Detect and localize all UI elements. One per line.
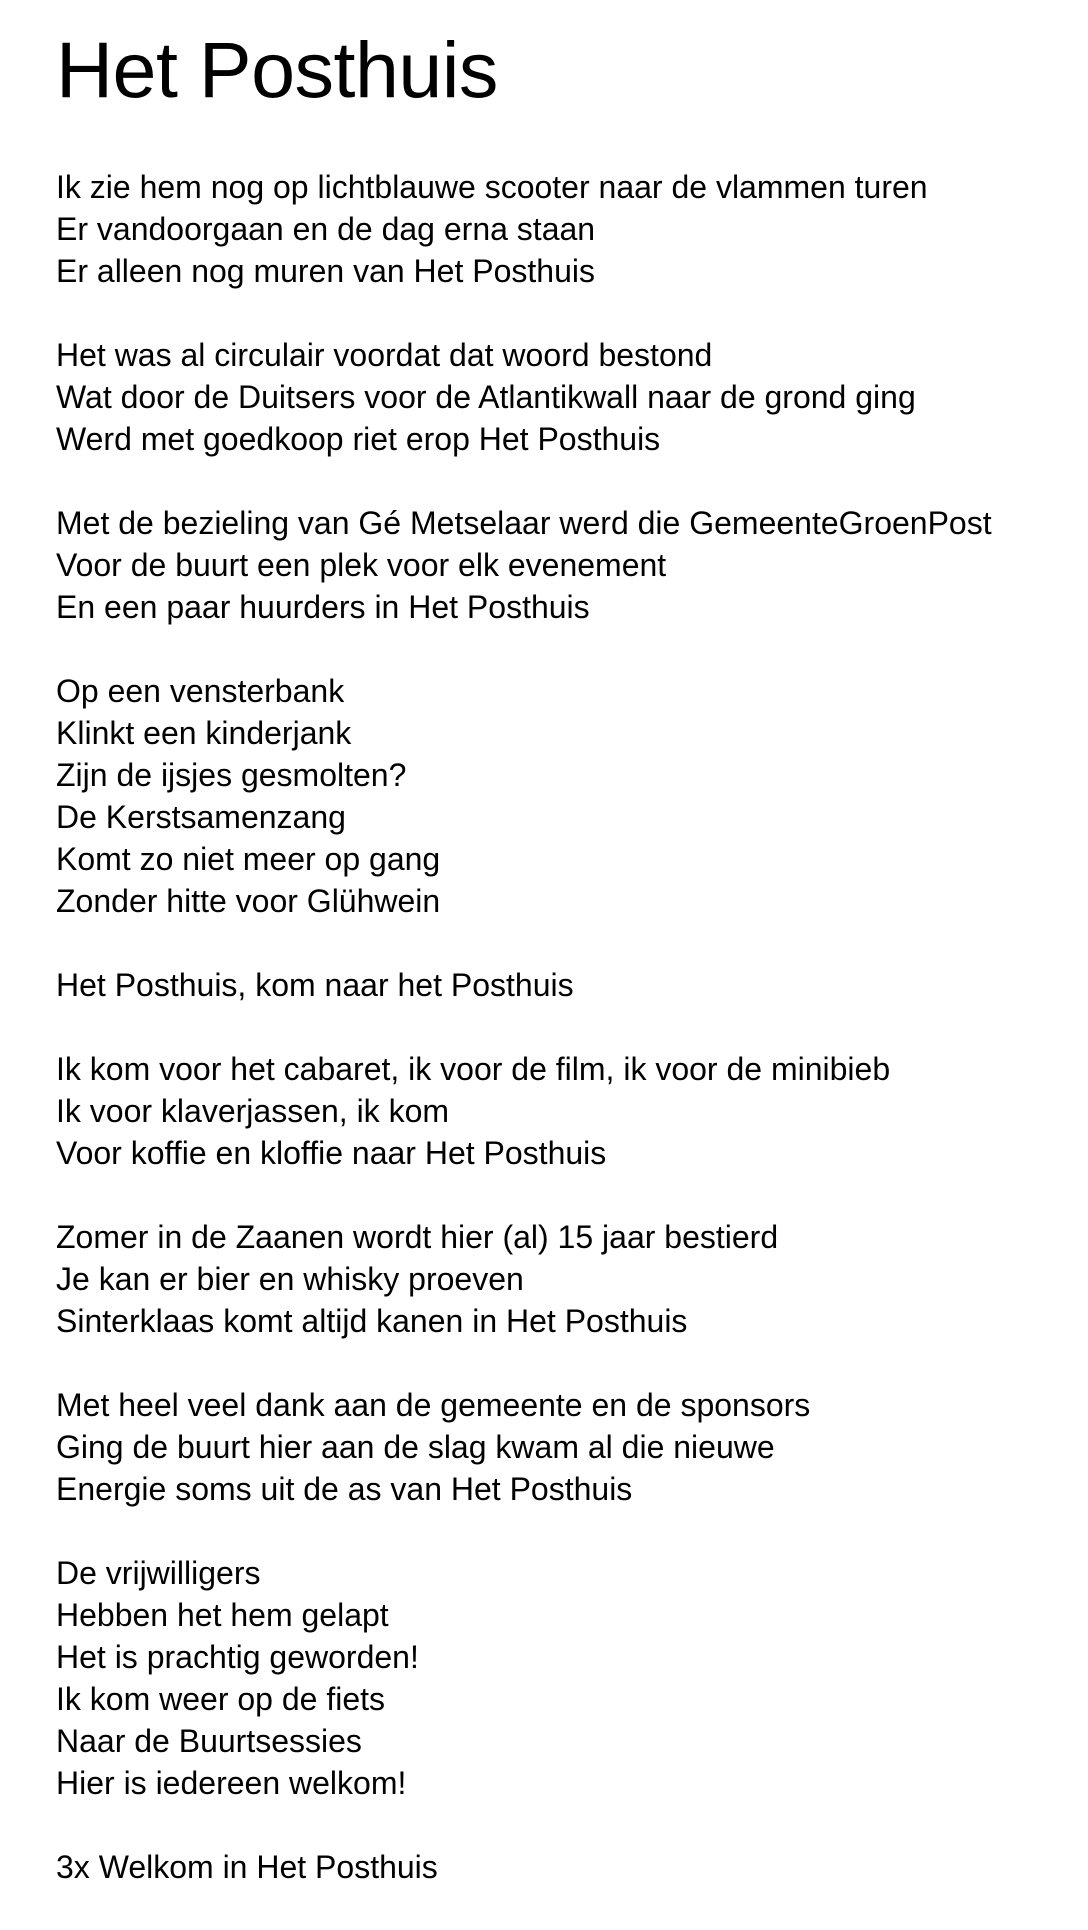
poem-line: Voor de buurt een plek voor elk evenement xyxy=(56,547,667,583)
stanza xyxy=(56,1048,1056,1174)
poem-line: Hebben het hem gelapt xyxy=(56,1597,389,1633)
poem-line: Wat door de Duitsers voor de Atlantikwall naar de grond ging xyxy=(56,379,916,415)
stanza xyxy=(56,1216,1056,1342)
poem-line: Zijn de ijsjes gesmolten? xyxy=(56,757,407,793)
poem-line: Er vandoorgaan en de dag erna staan xyxy=(56,211,596,247)
poem-line: Ik kom weer op de fiets xyxy=(56,1681,386,1717)
poem-line: Ging de buurt hier aan de slag kwam al die nieuwe xyxy=(56,1429,775,1465)
stanza xyxy=(56,334,1056,460)
poem-line: Met heel veel dank aan de gemeente en de sponsors xyxy=(56,1387,811,1423)
poem-line: Zonder hitte voor Glühwein xyxy=(56,883,441,919)
poem-line: Klinkt een kinderjank xyxy=(56,715,352,751)
poem-line: Voor koffie en kloffie naar Het Posthuis xyxy=(56,1135,607,1171)
poem-line: Naar de Buurtsessies xyxy=(56,1723,362,1759)
poem-line: Je kan er bier en whisky proeven xyxy=(56,1261,524,1297)
poem-line: Het was al circulair voordat dat woord bestond xyxy=(56,337,713,373)
stanza xyxy=(56,670,1056,922)
document-page xyxy=(56,0,1056,1930)
poem-line: Werd met goedkoop riet erop Het Posthuis xyxy=(56,421,661,457)
poem-line: Ik zie hem nog op lichtblauwe scooter naar de vlammen turen xyxy=(56,169,928,205)
poem-line: Zomer in de Zaanen wordt hier (al) 15 jaar bestierd xyxy=(56,1219,779,1255)
poem-line: 3x Welkom in Het Posthuis xyxy=(56,1849,438,1885)
poem-line: En een paar huurders in Het Posthuis xyxy=(56,589,590,625)
poem-body xyxy=(56,166,1056,1888)
stanza xyxy=(56,1846,1056,1888)
poem-line: Komt zo niet meer op gang xyxy=(56,841,441,877)
poem-line: Op een vensterbank xyxy=(56,673,345,709)
poem-line: Met de bezieling van Gé Metselaar werd die GemeenteGroenPost xyxy=(56,505,992,541)
poem-line: Er alleen nog muren van Het Posthuis xyxy=(56,253,595,289)
page-title: Het Posthuis xyxy=(56,25,498,114)
poem-line: De vrijwilligers xyxy=(56,1555,261,1591)
stanza xyxy=(56,1384,1056,1510)
poem-line: Het is prachtig geworden! xyxy=(56,1639,419,1675)
poem-line: Ik voor klaverjassen, ik kom xyxy=(56,1093,450,1129)
poem-line: Ik kom voor het cabaret, ik voor de film, ik voor de minibieb xyxy=(56,1051,891,1087)
stanza xyxy=(56,1552,1056,1804)
poem-line: Energie soms uit de as van Het Posthuis xyxy=(56,1471,633,1507)
poem-line: Het Posthuis, kom naar het Posthuis xyxy=(56,967,574,1003)
stanza xyxy=(56,166,1056,292)
poem-line: De Kerstsamenzang xyxy=(56,799,346,835)
poem-line: Hier is iedereen welkom! xyxy=(56,1765,407,1801)
poem-line: Sinterklaas komt altijd kanen in Het Posthuis xyxy=(56,1303,688,1339)
stanza xyxy=(56,502,1056,628)
stanza xyxy=(56,964,1056,1006)
